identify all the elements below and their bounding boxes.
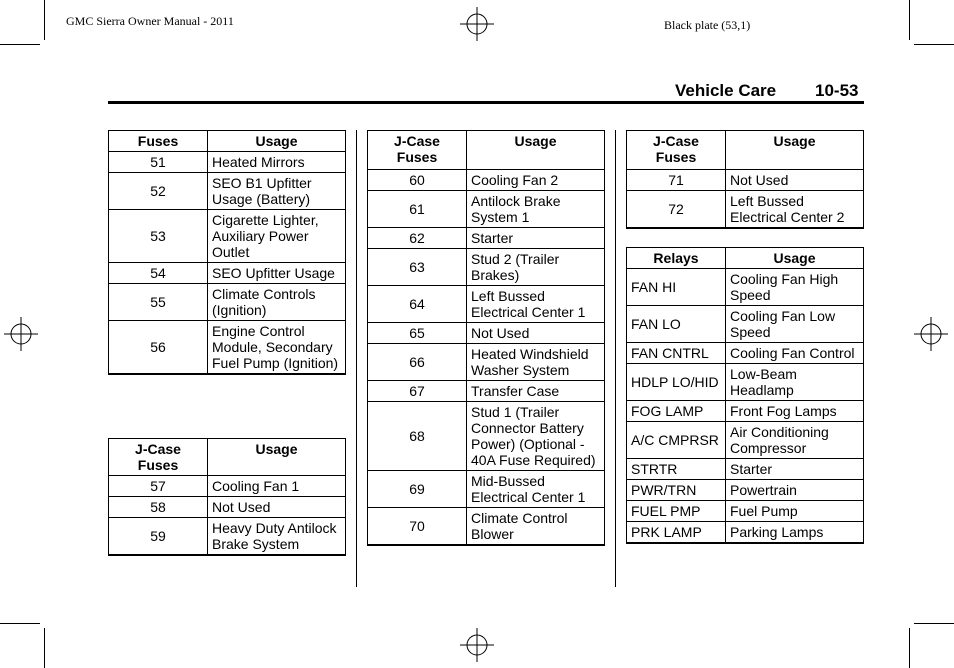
relay-name: STRTR (627, 459, 726, 480)
registration-mark-icon (460, 7, 494, 41)
crop-mark (0, 44, 40, 45)
fuse-number: 69 (368, 471, 467, 508)
column-divider (356, 130, 357, 587)
plate-label: Black plate (53,1) (664, 18, 751, 32)
fuse-number: 52 (109, 173, 208, 210)
fuse-usage: Transfer Case (467, 381, 605, 402)
table-row (109, 263, 346, 284)
relay-usage: Fuel Pump (726, 501, 864, 522)
table-row (627, 522, 864, 544)
relay-name: PRK LAMP (627, 522, 726, 544)
relay-name: A/C CMPRSR (627, 422, 726, 459)
fuse-number: 67 (368, 381, 467, 402)
table-row (368, 286, 605, 323)
relay-usage: Powertrain (726, 480, 864, 501)
crop-mark (909, 628, 910, 668)
table-row (627, 306, 864, 343)
section-title: Vehicle Care (675, 81, 777, 100)
relay-usage: Cooling Fan High Speed (726, 269, 864, 306)
fuse-usage: Starter (467, 228, 605, 249)
table-header-usage: Usage (467, 131, 605, 170)
table-row (627, 459, 864, 480)
relay-name: FAN LO (627, 306, 726, 343)
crop-mark (909, 0, 910, 40)
fuse-number: 58 (109, 497, 208, 518)
table-header-usage: Usage (208, 439, 346, 476)
manual-title: GMC Sierra Owner Manual - 2011 (66, 14, 234, 28)
table-header-jcase-fuses: J-Case Fuses (627, 131, 726, 170)
table-row (627, 269, 864, 306)
table-header-usage: Usage (726, 248, 864, 269)
fuse-number: 59 (109, 518, 208, 556)
fuse-number: 71 (627, 170, 726, 191)
fuse-number: 54 (109, 263, 208, 284)
relay-usage: Low-Beam Headlamp (726, 364, 864, 401)
fuse-usage: Climate Control Blower (467, 508, 605, 546)
table-row (368, 344, 605, 381)
table-row (109, 497, 346, 518)
table-row (368, 402, 605, 471)
crop-mark (44, 0, 45, 40)
table-row (627, 191, 864, 229)
table-row (109, 210, 346, 263)
table-row (627, 480, 864, 501)
fuse-usage: Engine Control Module, Secondary Fuel Pump (Ignition) (208, 321, 346, 375)
fuse-usage: Cooling Fan 2 (467, 170, 605, 191)
fuse-number: 55 (109, 284, 208, 321)
jcase-fuse-table-3 (626, 130, 864, 229)
table-row (368, 381, 605, 402)
jcase-fuse-table-2 (367, 130, 605, 546)
crop-mark (0, 623, 40, 624)
table-row (627, 401, 864, 422)
table-row (368, 471, 605, 508)
fuse-number: 53 (109, 210, 208, 263)
fuse-usage: Left Bussed Electrical Center 1 (467, 286, 605, 323)
registration-mark-icon (914, 317, 948, 351)
fuse-number: 60 (368, 170, 467, 191)
column-divider (615, 130, 616, 587)
table-row (109, 476, 346, 497)
fuse-usage: SEO Upfitter Usage (208, 263, 346, 284)
relay-table (626, 247, 864, 544)
crop-mark (44, 628, 45, 668)
relay-usage: Starter (726, 459, 864, 480)
table-row (109, 152, 346, 173)
table-row (627, 422, 864, 459)
fuse-number: 62 (368, 228, 467, 249)
relay-usage: Air Conditioning Compressor (726, 422, 864, 459)
fuse-number: 66 (368, 344, 467, 381)
fuse-number: 68 (368, 402, 467, 471)
fuse-number: 65 (368, 323, 467, 344)
fuse-usage: SEO B1 Upfitter Usage (Battery) (208, 173, 346, 210)
table-row (109, 284, 346, 321)
table-header-usage: Usage (726, 131, 864, 170)
crop-mark (914, 44, 954, 45)
fuse-usage: Not Used (726, 170, 864, 191)
jcase-fuse-table-1 (108, 438, 346, 556)
relay-usage: Cooling Fan Control (726, 343, 864, 364)
table-row (368, 191, 605, 228)
fuse-usage: Not Used (208, 497, 346, 518)
table-row (368, 323, 605, 344)
fuse-number: 57 (109, 476, 208, 497)
table-row (627, 364, 864, 401)
fuse-table-1 (108, 130, 346, 375)
fuse-usage: Heavy Duty Antilock Brake System (208, 518, 346, 556)
table-row (368, 508, 605, 546)
fuse-number: 72 (627, 191, 726, 229)
relay-name: FUEL PMP (627, 501, 726, 522)
fuse-number: 63 (368, 249, 467, 286)
fuse-usage: Climate Controls (Ignition) (208, 284, 346, 321)
table-header-jcase-fuses: J-Case Fuses (368, 131, 467, 170)
relay-usage: Cooling Fan Low Speed (726, 306, 864, 343)
table-row (627, 501, 864, 522)
fuse-number: 51 (109, 152, 208, 173)
header-rule (108, 101, 864, 104)
table-row (109, 173, 346, 210)
fuse-number: 70 (368, 508, 467, 546)
table-row (109, 321, 346, 375)
table-row (368, 228, 605, 249)
table-row (627, 170, 864, 191)
fuse-usage: Not Used (467, 323, 605, 344)
table-header-relays: Relays (627, 248, 726, 269)
fuse-number: 61 (368, 191, 467, 228)
relay-usage: Parking Lamps (726, 522, 864, 544)
relay-name: PWR/TRN (627, 480, 726, 501)
fuse-usage: Cooling Fan 1 (208, 476, 346, 497)
fuse-usage: Stud 2 (Trailer Brakes) (467, 249, 605, 286)
fuse-usage: Left Bussed Electrical Center 2 (726, 191, 864, 229)
table-header-jcase-fuses: J-Case Fuses (109, 439, 208, 476)
fuse-usage: Heated Mirrors (208, 152, 346, 173)
fuse-usage: Stud 1 (Trailer Connector Battery Power) (Optional - 40A Fuse Required) (467, 402, 605, 471)
fuse-number: 64 (368, 286, 467, 323)
fuse-usage: Cigarette Lighter, Auxiliary Power Outlet (208, 210, 346, 263)
table-row (109, 518, 346, 556)
fuse-usage: Heated Windshield Washer System (467, 344, 605, 381)
table-header-fuses: Fuses (109, 131, 208, 152)
fuse-number: 56 (109, 321, 208, 375)
relay-usage: Front Fog Lamps (726, 401, 864, 422)
relay-name: FAN HI (627, 269, 726, 306)
table-row (368, 249, 605, 286)
fuse-usage: Antilock Brake System 1 (467, 191, 605, 228)
table-row (368, 170, 605, 191)
relay-name: HDLP LO/HID (627, 364, 726, 401)
fuse-usage: Mid-Bussed Electrical Center 1 (467, 471, 605, 508)
table-header-usage: Usage (208, 131, 346, 152)
registration-mark-icon (4, 317, 38, 351)
page-number: 10-53 (815, 81, 859, 100)
table-row (627, 343, 864, 364)
crop-mark (914, 623, 954, 624)
registration-mark-icon (460, 628, 494, 662)
relay-name: FAN CNTRL (627, 343, 726, 364)
relay-name: FOG LAMP (627, 401, 726, 422)
